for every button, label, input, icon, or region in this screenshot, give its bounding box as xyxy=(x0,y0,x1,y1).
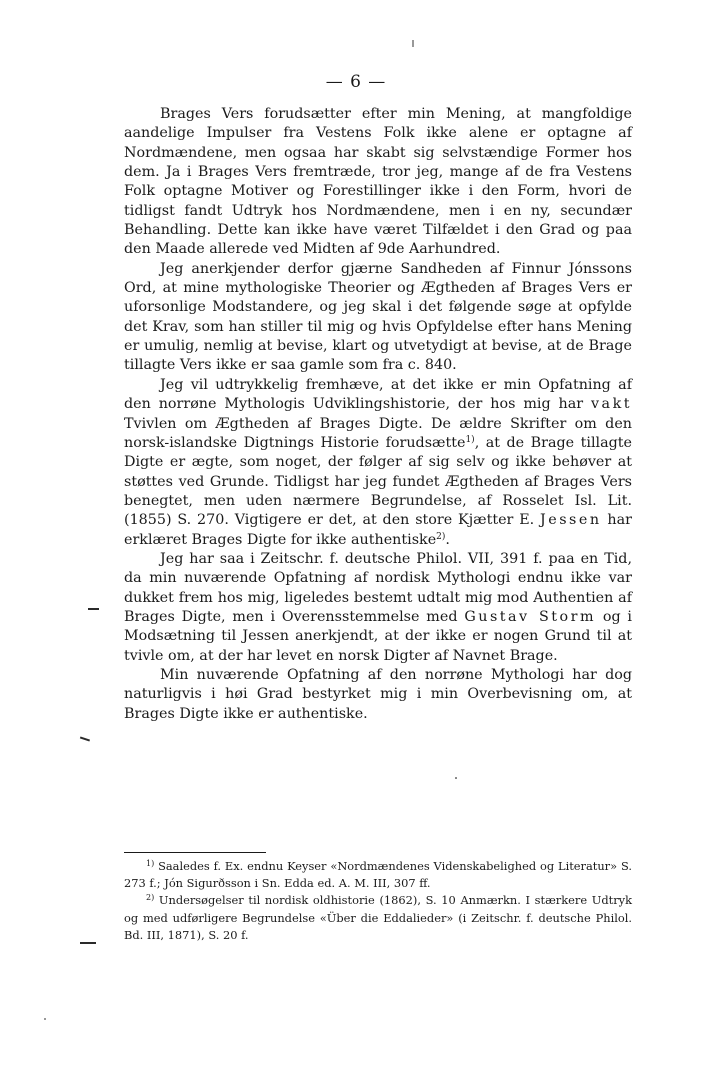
margin-pencil-mark xyxy=(80,942,96,944)
paragraph-text: . xyxy=(445,531,450,548)
paragraph-1 xyxy=(124,105,632,260)
paragraph-text: , at de Brage tillagte Digte er ægte, som noget, der følger af sig selv og ikke behøver at støttes ved Grunde. Tidligst har jeg fundet Ægtheden af Brages Vers benegtet, men uden nærmere Begrundelse, af Rosselet Isl. Lit. (1855) S. 270. Vigtigere er det, at den store Kjætter E. xyxy=(124,434,632,529)
footnote-text: Saaledes f. Ex. endnu Keyser «Nordmændenes Videnskabelighed og Literatur» S. 273 f.; Jón Sigurðsson i Sn. Edda ed. A. M. III, 307 ff. xyxy=(124,859,632,891)
margin-pencil-mark xyxy=(80,736,90,741)
scan-speck xyxy=(412,40,414,47)
emphasized-name: Jessen xyxy=(540,512,602,529)
paragraph-text: Jeg vil udtrykkelig fremhæve, at det ikke er min Opfatning af den norrøne Mythologis Udviklingshistorie, der hos mig har xyxy=(124,376,632,413)
paragraph-3 xyxy=(124,376,632,550)
page-number: — 6 — xyxy=(325,72,387,92)
paragraph-text: Tvivlen om Ægtheden af Brages Digte. De ældre Skrifter om den norsk-islandske Digtnings Historie forudsætte xyxy=(124,415,632,451)
footnotes xyxy=(124,858,632,944)
paragraph-text: Jeg har saa i Zeitschr. f. deutsche Philol. VII, 391 f. paa en Tid, da min nuværende Opfatning af nordisk Mythologi endnu ikke var dukket frem hos mig, ligeledes bestemt udtalt mig mod Authentien af Brages Digte, men i Overensstemmelse med xyxy=(124,550,632,625)
body-text xyxy=(124,105,632,724)
footnote-reference[interactable]: 2) xyxy=(436,531,446,542)
footnote-1 xyxy=(124,858,632,892)
paragraph-text: Jeg anerkjender derfor gjærne Sandheden af Finnur Jónssons Ord, at mine mythologiske Theorier og Ægtheden af Brages Vers er uforsonlige Modstandere, og jeg skal i det følgende søge at opfylde det Krav, som han stiller til mig og hvis Opfyldelse efter hans Mening er umulig, nemlig at bevise, klart og utvetydigt at bevise, at de Brage tillagte Vers ikke er saa gamle som fra c. 840. xyxy=(124,260,632,374)
footnote-2 xyxy=(124,892,632,944)
paragraph-text: Brages Vers forudsætter efter min Mening, at mangfoldige aandelige Impulser fra Vestens Folk ikke alene er optagne af Nordmændene, men ogsaa har skabt sig selvstændige Former hos dem. Ja i Brages Vers fremtræde, tror jeg, mange af de fra Vestens Folk optagne Motiver og Forestillinger ikke i den Form, hvori de tidligst fandt Udtryk hos Nordmændene, men i en ny, secundær Behandling. Dette kan ikke have været Tilfældet i den Grad og paa den Maade allerede ved Midten af 9de Aarhundred. xyxy=(124,106,632,258)
emphasized-name: Gustav Storm xyxy=(464,608,596,625)
paragraph-4 xyxy=(124,550,632,666)
footnote-divider xyxy=(124,852,266,853)
paragraph-text: og i Modsætning til Jessen anerkjendt, at der ikke er nogen Grund til at tvivle om, at der har levet en norsk Digter af Navnet Brage. xyxy=(124,608,632,664)
footnote-marker: 1) xyxy=(146,859,155,868)
emphasized-word: vakt xyxy=(590,396,632,413)
scan-speck xyxy=(44,1018,46,1020)
scan-speck xyxy=(455,777,457,779)
paragraph-text: har erklæret Brages Digte for ikke authentiske xyxy=(124,512,632,548)
margin-pencil-mark xyxy=(88,608,99,610)
paragraph-text: Min nuværende Opfatning af den norrøne Mythologi har dog naturligvis i høi Grad bestyrket mig i min Overbevisning om, at Brages Digte ikke er authentiske. xyxy=(124,666,632,722)
footnote-reference[interactable]: 1) xyxy=(465,434,475,445)
footnote-text: Undersøgelser til nordisk oldhistorie (1862), S. 10 Anmærkn. I stærkere Udtryk og med udførligere Begrundelse «Über die Eddalieder» (i Zeitschr. f. deutsche Philol. Bd. III, 1871), S. 20 f. xyxy=(124,893,632,942)
paragraph-5 xyxy=(124,666,632,724)
footnote-marker: 2) xyxy=(146,893,155,903)
paragraph-2 xyxy=(124,260,632,376)
